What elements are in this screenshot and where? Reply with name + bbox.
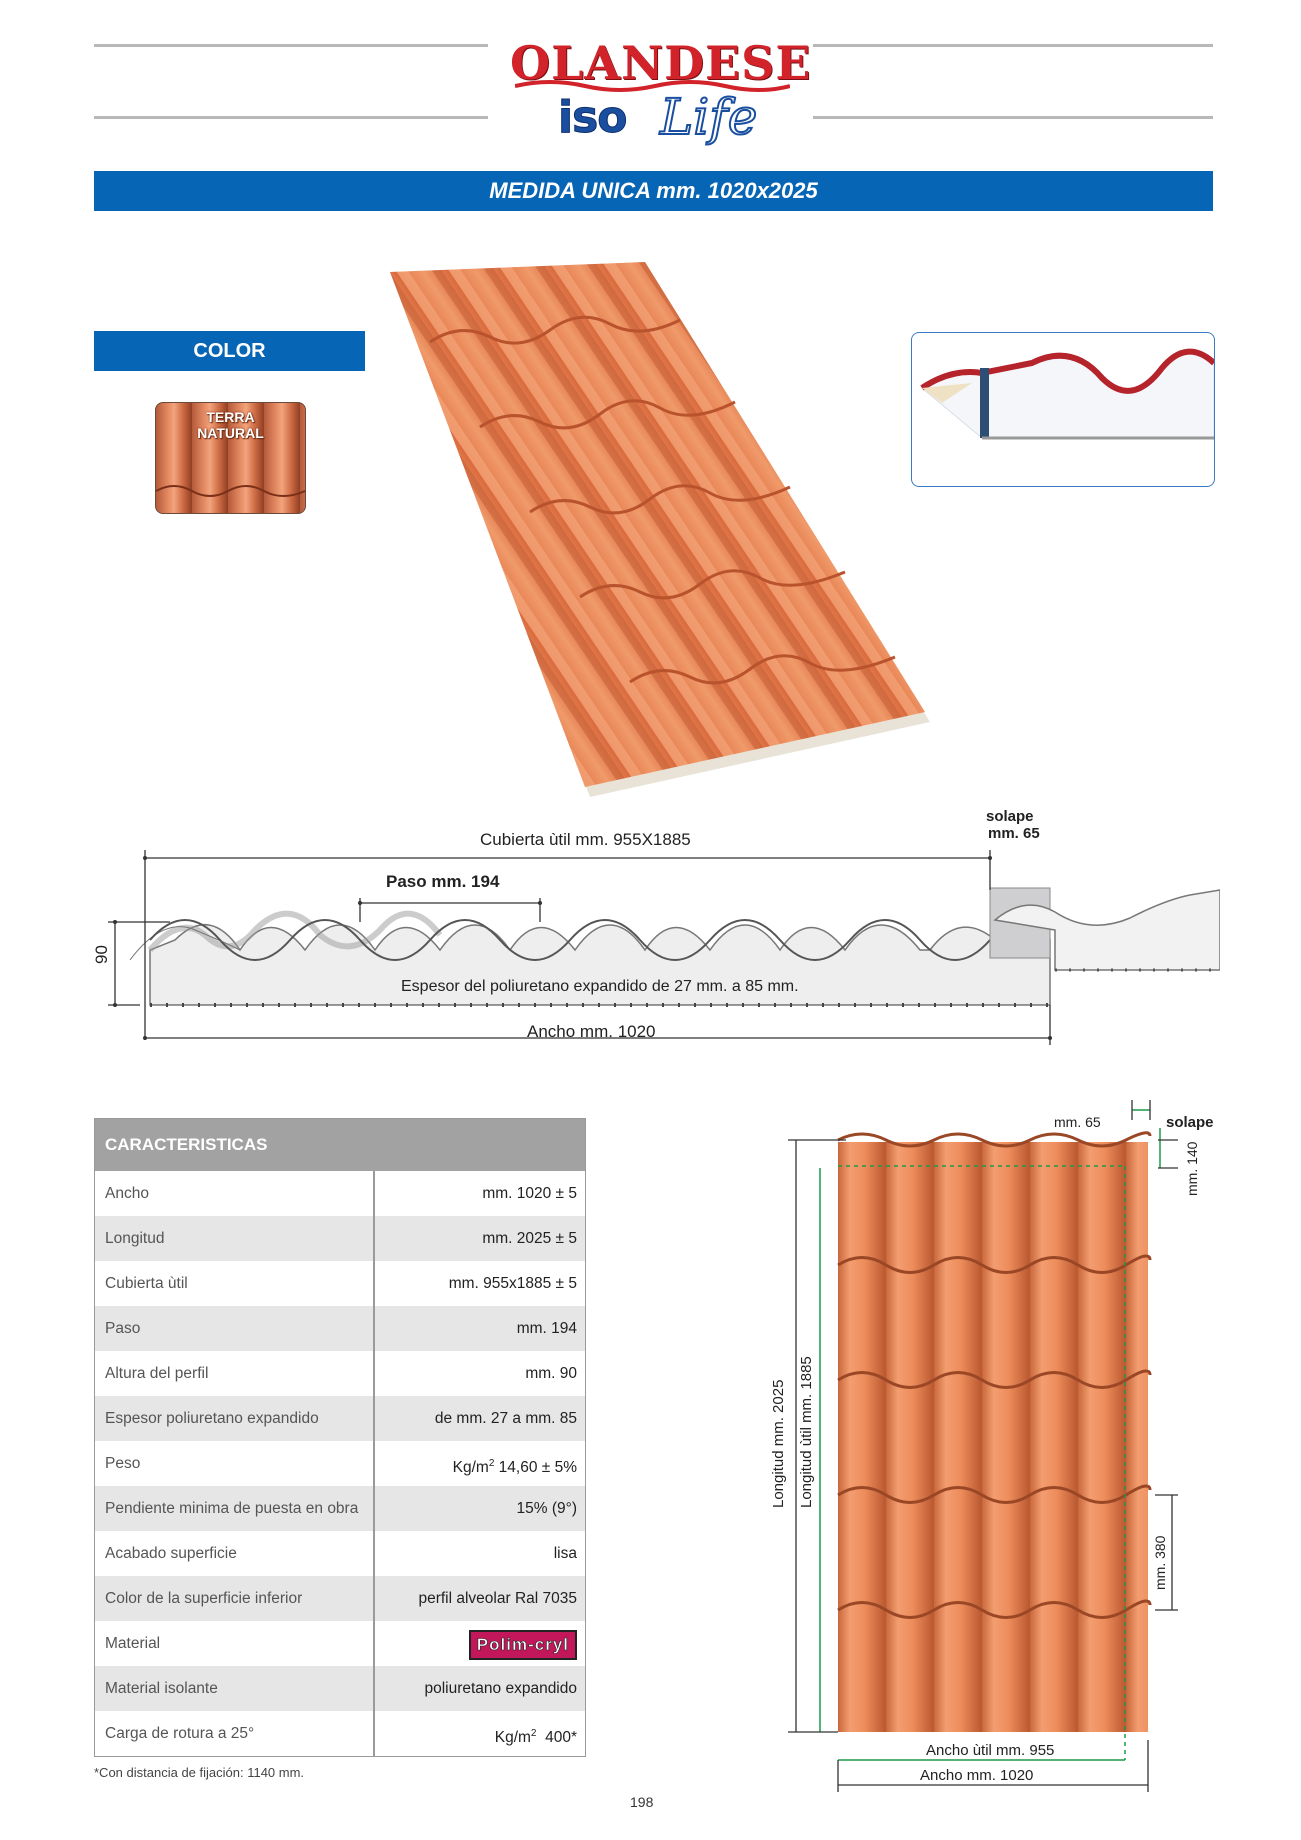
solape-value: mm. 65 bbox=[988, 825, 1040, 842]
table-cell-value: mm. 955x1885 ± 5 bbox=[448, 1275, 577, 1292]
table-cell-label: Acabado superficie bbox=[95, 1531, 375, 1576]
polim-cryl-logo: Polim-cryl bbox=[469, 1630, 577, 1660]
table-cell-label: Peso bbox=[95, 1441, 375, 1486]
table-cell-value: mm. 194 bbox=[516, 1320, 577, 1337]
table-row bbox=[95, 1216, 585, 1261]
table-cell-label: Longitud bbox=[95, 1216, 375, 1261]
cross-section-photo bbox=[911, 332, 1215, 487]
swatch-label-line1: TERRA bbox=[206, 409, 255, 425]
panel-front-diagram bbox=[760, 1100, 1220, 1800]
panel-ancho: Ancho mm. 1020 bbox=[920, 1767, 1034, 1784]
solape-label: solape bbox=[986, 808, 1034, 825]
value-unit: Kg/m bbox=[452, 1459, 489, 1477]
table-cell-label: Espesor poliuretano expandido bbox=[95, 1396, 375, 1441]
table-row bbox=[95, 1351, 585, 1396]
height-label: 90 bbox=[92, 945, 111, 964]
tile-panel-illustration bbox=[390, 262, 950, 802]
table-cell-label: Material isolante bbox=[95, 1666, 375, 1711]
color-heading: COLOR bbox=[94, 331, 365, 371]
table-cell-label: Carga de rotura a 25° bbox=[95, 1711, 375, 1756]
table-cell-value: lisa bbox=[553, 1545, 577, 1562]
brand-logo: OLANDESE bbox=[510, 36, 812, 90]
table-cell-label: Material bbox=[95, 1621, 375, 1666]
espesor-label: Espesor del poliuretano expandido de 27 mm. a 85 mm. bbox=[401, 978, 799, 995]
table-row bbox=[95, 1486, 585, 1531]
table-row bbox=[95, 1621, 585, 1666]
swatch-label-line2: NATURAL bbox=[197, 425, 264, 441]
table-cell-value bbox=[375, 1621, 585, 1666]
table-cell-value bbox=[375, 1441, 585, 1486]
value-unit: Kg/m bbox=[494, 1729, 531, 1747]
table-cell-value: de mm. 27 a mm. 85 bbox=[434, 1410, 577, 1427]
panel-longitud-util: Longitud ùtil mm. 1885 bbox=[798, 1356, 815, 1508]
cubierta-label: Cubierta ùtil mm. 955X1885 bbox=[480, 830, 691, 849]
color-swatch bbox=[155, 402, 306, 514]
page-number: 198 bbox=[630, 1794, 654, 1810]
header-rule bbox=[813, 116, 1213, 119]
table-row bbox=[95, 1666, 585, 1711]
characteristics-table bbox=[94, 1118, 586, 1757]
value-number: 14,60 ± 5% bbox=[494, 1459, 577, 1477]
paso-label: Paso mm. 194 bbox=[386, 872, 500, 891]
footnote: *Con distancia de fijación: 1140 mm. bbox=[94, 1765, 305, 1780]
table-row bbox=[95, 1396, 585, 1441]
panel-ancho-util: Ancho ùtil mm. 955 bbox=[926, 1742, 1055, 1759]
table-cell-label: Cubierta ùtil bbox=[95, 1261, 375, 1306]
panel-solape-label: solape bbox=[1166, 1114, 1214, 1131]
table-row bbox=[95, 1711, 585, 1756]
swatch-tile-icon bbox=[156, 403, 305, 513]
table-cell-value: poliuretano expandido bbox=[424, 1680, 577, 1697]
panel-solape-top: mm. 65 bbox=[1054, 1114, 1101, 1130]
table-cell-value: mm. 90 bbox=[525, 1365, 577, 1382]
panel-longitud: Longitud mm. 2025 bbox=[770, 1379, 787, 1508]
table-cell-label: Ancho bbox=[95, 1171, 375, 1216]
value-unit-exponent: 2 bbox=[488, 1458, 495, 1469]
panel-solape-side: mm. 140 bbox=[1184, 1141, 1200, 1196]
table-cell-value: 15% (9°) bbox=[516, 1500, 577, 1517]
table-row bbox=[95, 1171, 585, 1216]
page-title: MEDIDA UNICA mm. 1020x2025 bbox=[94, 171, 1213, 211]
table-cell-value: perfil alveolar Ral 7035 bbox=[418, 1590, 577, 1607]
table-cell-label: Color de la superficie inferior bbox=[95, 1576, 375, 1621]
value-unit-exponent: 2 bbox=[530, 1728, 537, 1739]
table-row bbox=[95, 1306, 585, 1351]
table-row bbox=[95, 1261, 585, 1306]
table-cell-label: Paso bbox=[95, 1306, 375, 1351]
value-number: 400* bbox=[536, 1729, 577, 1747]
ancho-label: Ancho mm. 1020 bbox=[527, 1022, 656, 1041]
table-cell-label: Altura del perfil bbox=[95, 1351, 375, 1396]
table-cell-value bbox=[375, 1711, 585, 1756]
header-rule bbox=[94, 116, 488, 119]
table-header: CARACTERISTICAS bbox=[95, 1119, 585, 1171]
panel-paso-vertical: mm. 380 bbox=[1152, 1535, 1168, 1590]
table-cell-label: Pendiente minima de puesta en obra bbox=[95, 1486, 375, 1531]
table-row bbox=[95, 1441, 585, 1486]
table-cell-value: mm. 2025 ± 5 bbox=[482, 1230, 577, 1247]
header-rule bbox=[94, 44, 488, 47]
logo-iso: iso bbox=[558, 92, 627, 143]
table-cell-value: mm. 1020 ± 5 bbox=[482, 1185, 577, 1202]
header-rule bbox=[813, 44, 1213, 47]
logo-life: Life bbox=[660, 88, 758, 146]
table-row bbox=[95, 1576, 585, 1621]
table-row bbox=[95, 1531, 585, 1576]
